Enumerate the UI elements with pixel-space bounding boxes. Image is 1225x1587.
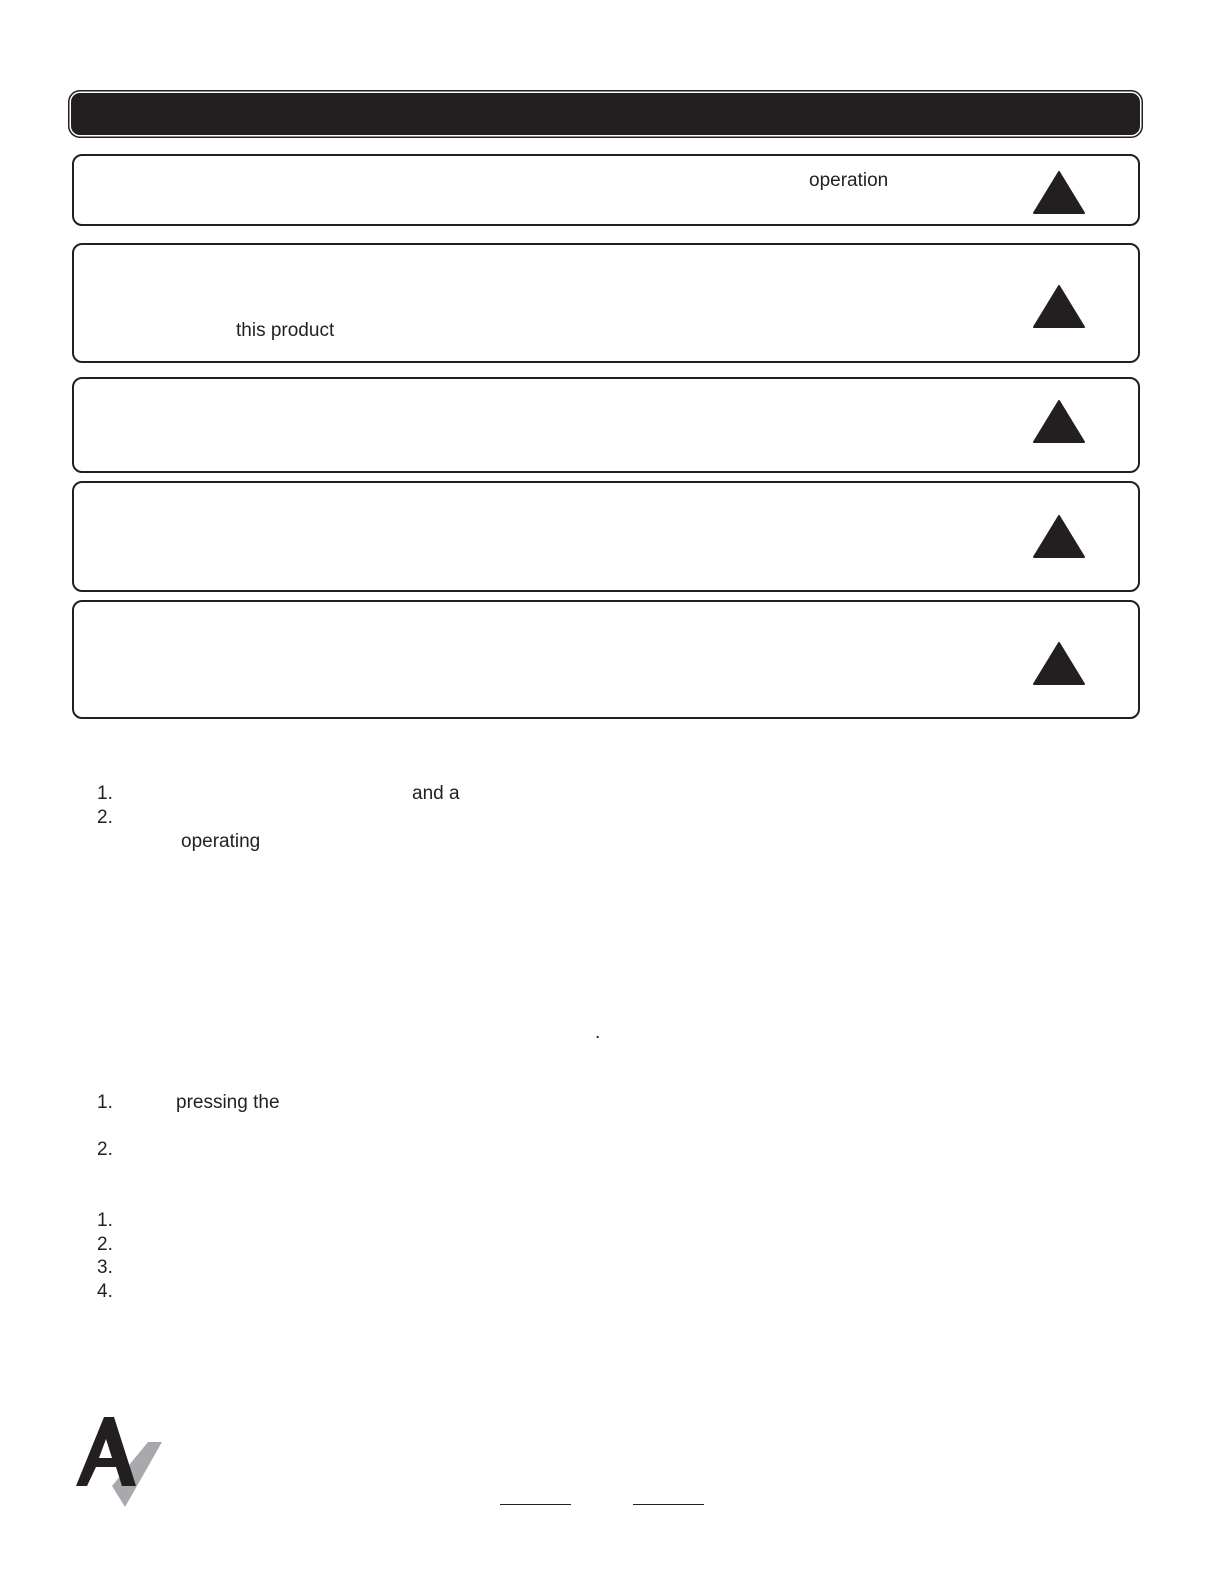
signature-line-2 [633, 1504, 704, 1505]
warning-box-5 [72, 600, 1140, 719]
list-b-item-2-number: 2. [97, 1139, 113, 1160]
list-a-item-2-number: 2. [97, 807, 113, 828]
warning-box-3 [72, 377, 1140, 473]
warning-triangle-icon [1032, 284, 1086, 329]
brand-logo-icon [74, 1415, 162, 1507]
list-c-item-4-number: 4. [97, 1281, 113, 1302]
warning-triangle-icon [1032, 399, 1086, 444]
list-c-item-2-number: 2. [97, 1234, 113, 1255]
warning-2-text: this product [236, 320, 335, 341]
list-c-item-3-number: 3. [97, 1257, 113, 1278]
warning-triangle-icon [1032, 641, 1086, 686]
warning-box-2 [72, 243, 1140, 363]
separator-period: . [595, 1022, 601, 1043]
list-a-item-1-number: 1. [97, 783, 113, 804]
signature-line-1 [500, 1504, 571, 1505]
list-a-item-2-text: operating [181, 831, 261, 852]
warning-1-text: operation [809, 170, 889, 191]
warning-box-4 [72, 481, 1140, 592]
warning-triangle-icon [1032, 170, 1086, 215]
warning-box-1 [72, 154, 1140, 226]
section-header-bar [71, 93, 1140, 135]
list-a-item-1-text: and a [412, 783, 460, 804]
warning-triangle-icon [1032, 514, 1086, 559]
list-b-item-1-number: 1. [97, 1092, 113, 1113]
list-c-item-1-number: 1. [97, 1210, 113, 1231]
list-b-item-1-text: pressing the [176, 1092, 280, 1113]
